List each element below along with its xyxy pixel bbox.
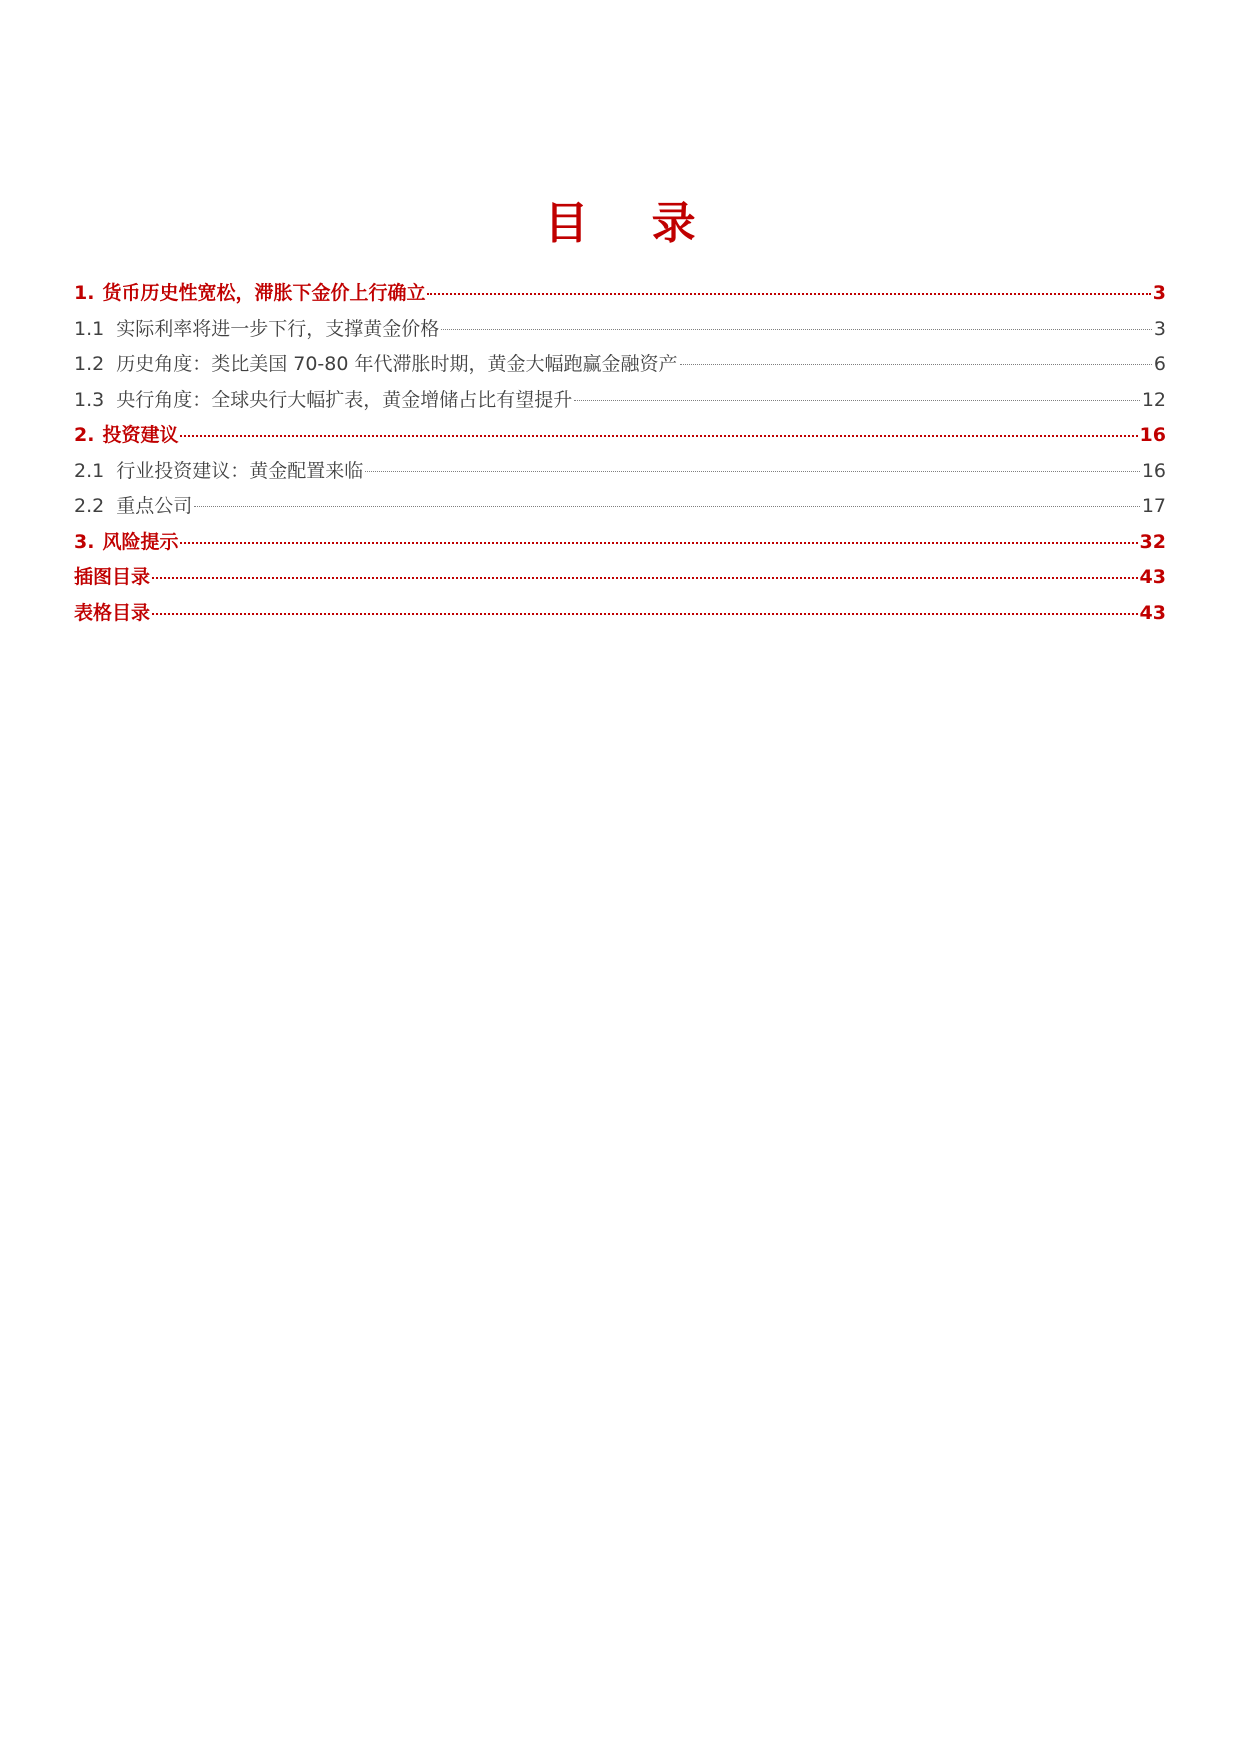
toc-entry-label: 货币历史性宽松，滞胀下金价上行确立 <box>102 282 426 304</box>
toc-entry-2-1[interactable] <box>74 454 1166 490</box>
toc-entry-label: 历史角度：类比美国 70-80 年代滞胀时期，黄金大幅跑赢金融资产 <box>116 353 678 375</box>
toc-leader-dots <box>427 291 1150 295</box>
toc-entry-label: 重点公司 <box>116 495 193 517</box>
toc-entry-label: 投资建议 <box>102 424 179 446</box>
toc-entry-number: 3. <box>74 530 95 553</box>
toc-entry-page: 32 <box>1139 530 1166 553</box>
toc-entry-number: 1.1 <box>74 317 105 340</box>
toc-leader-dots <box>365 470 1140 472</box>
toc-entry-3[interactable] <box>74 525 1166 561</box>
toc-leader-dots <box>194 505 1140 507</box>
toc-leader-dots <box>680 363 1152 365</box>
toc-leader-dots <box>180 433 1137 437</box>
toc-entry-label: 行业投资建议：黄金配置来临 <box>116 459 364 482</box>
toc-entry-number: 1.2 <box>74 353 105 375</box>
toc-entry-page: 12 <box>1141 388 1166 411</box>
toc-entry-label: 央行角度：全球央行大幅扩表，黄金增储占比有望提升 <box>116 388 573 411</box>
toc-entry-label: 插图目录 <box>74 566 151 588</box>
toc-entry-page: 43 <box>1139 601 1166 624</box>
toc-entry-label: 实际利率将进一步下行，支撑黄金价格 <box>116 317 440 340</box>
toc-entry-page: 16 <box>1139 424 1166 446</box>
toc-entry-2[interactable] <box>74 418 1166 454</box>
toc-entry-label: 风险提示 <box>102 530 179 553</box>
toc-entry-1-1[interactable] <box>74 312 1166 348</box>
toc-entry-number: 2. <box>74 424 95 446</box>
toc-entry-label: 表格目录 <box>74 601 151 624</box>
toc-entry-page: 3 <box>1153 317 1166 340</box>
toc-entry-1-2[interactable] <box>74 347 1166 383</box>
toc-entry-number: 2.2 <box>74 495 105 517</box>
page-title: 目 录 <box>544 198 720 249</box>
toc-leader-dots <box>574 399 1140 401</box>
toc-leader-dots <box>441 328 1152 330</box>
toc-entry-figure-list[interactable] <box>74 560 1166 596</box>
toc-entry-page: 17 <box>1141 495 1166 517</box>
toc-entry-1-3[interactable] <box>74 383 1166 419</box>
toc-leader-dots <box>152 575 1138 579</box>
toc-entry-table-list[interactable] <box>74 596 1166 632</box>
toc-entry-2-2[interactable] <box>74 489 1166 525</box>
toc-leader-dots <box>180 540 1137 544</box>
toc-entry-page: 3 <box>1152 282 1166 304</box>
toc-entry-page: 16 <box>1141 459 1166 482</box>
table-of-contents <box>74 276 1166 631</box>
toc-entry-1[interactable] <box>74 276 1166 312</box>
toc-entry-page: 6 <box>1153 353 1166 375</box>
toc-entry-number: 2.1 <box>74 459 105 482</box>
toc-leader-dots <box>152 611 1138 615</box>
toc-entry-number: 1. <box>74 282 95 304</box>
toc-entry-page: 43 <box>1139 566 1166 588</box>
toc-entry-number: 1.3 <box>74 388 105 411</box>
